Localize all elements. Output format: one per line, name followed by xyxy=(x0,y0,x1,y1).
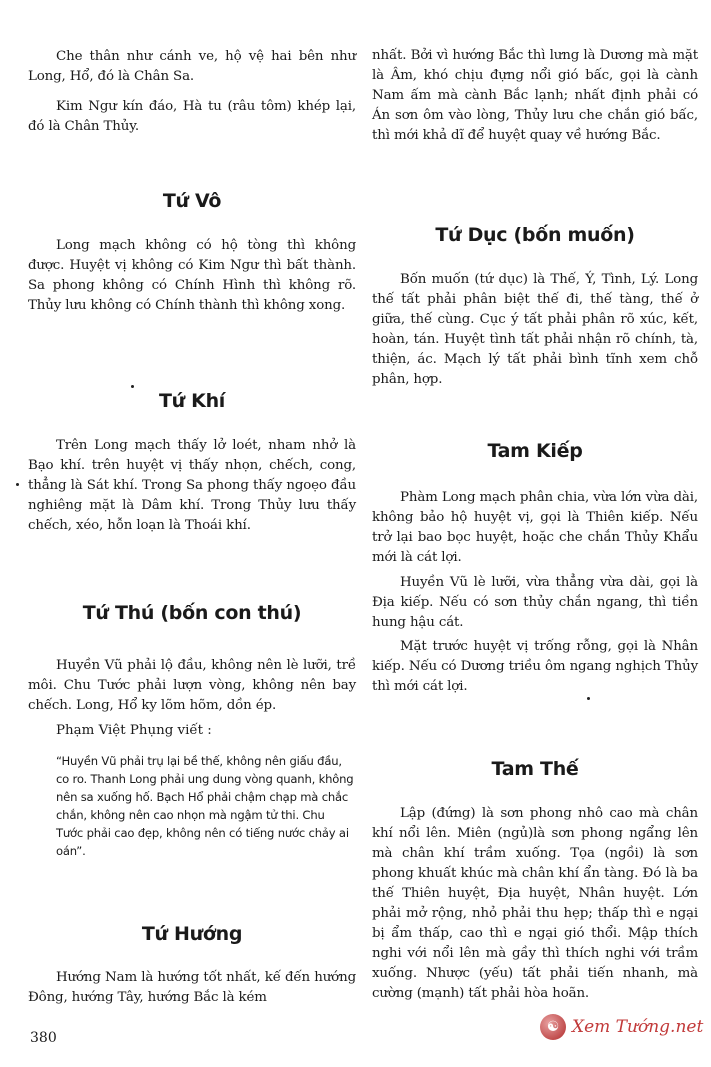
heading-tu-huong: Tứ Hướng xyxy=(141,923,243,945)
paragraph-thien-kiep: Phàm Long mạch phân chia, vừa lớn vừa dài, không bảo hộ huyệt vị, gọi là Thiên kiếp. Nếu trở lại bao bọc huyệt, hoặc che chắn Thủy Khẩu mới là cát lợi. xyxy=(372,490,698,565)
paragraph-tu-duc: Bốn muốn (tứ dục) là Thế, Ý, Tình, Lý. Long thế tất phải phân biệt thế đi, thế tàng, thế ở giữa, thế cùng. Cục ý tất phải phân rõ xúc, kết, hoàn, tán. Huyệt tình tất phải nhận rõ chính, tà, thiện, ác. Mạch lý tất phải bình tĩnh xem chỗ phân, hợp. xyxy=(372,272,698,387)
heading-tu-thu: Tứ Thú (bốn con thú) xyxy=(82,602,302,624)
paragraph-chan-thuy: Kim Ngư kín đáo, Hà tu (râu tôm) khép lại, đó là Chân Thủy. xyxy=(28,99,356,134)
heading-tam-kiep: Tam Kiếp xyxy=(487,440,583,462)
page-number: 380 xyxy=(30,1030,57,1046)
paragraph-tu-khi: Trên Long mạch thấy lở loét, nham nhở là Bạo khí. trên huyệt vị thấy nhọn, chếch, cong, thẳng là Sát khí. Trong Sa phong thấy ngoẹo đầu nghiêng mặt là Dâm khí. Trong Thủy lưu thấy chếch, xéo, hỗn loạn là Thoái khí. xyxy=(28,438,356,533)
quote-pham-viet-phung: “Huyền Vũ phải trụ lại bề thế, không nên giấu đầu, co ro. Thanh Long phải ung dung vòng quanh, không nên sa xuống hố. Bạch Hổ phải chậm chạp mà chắc chắn, không nên cao nhọn mà ngậm tử thi. Chu Tước phải cao đẹp, không nên có tiếng nước chảy ai oán”. xyxy=(56,754,354,858)
yin-yang-icon: ☯ xyxy=(540,1014,566,1040)
heading-tu-duc: Tứ Dục (bốn muốn) xyxy=(435,224,635,246)
ink-speck xyxy=(16,483,19,486)
paragraph-chan-sa: Che thân như cánh ve, hộ vệ hai bên như Long, Hổ, đó là Chân Sa. xyxy=(28,49,356,84)
heading-tu-khi: Tứ Khí xyxy=(158,390,226,412)
ink-speck xyxy=(131,385,134,388)
paragraph-tu-thu: Huyền Vũ phải lộ đầu, không nên lè lưỡi, trề môi. Chu Tước phải lượn vòng, không nên bay chếch. Long, Hổ ky lõm hõm, dồn ép. xyxy=(28,658,356,713)
paragraph-tu-huong: Hướng Nam là hướng tốt nhất, kế đến hướng Đông, hướng Tây, hướng Bắc là kém xyxy=(28,970,356,1005)
paragraph-pham-viet-phung: Phạm Việt Phụng viết : xyxy=(56,723,212,738)
heading-tu-vo: Tứ Vô xyxy=(162,190,222,212)
watermark-text: Xem Tướng.net xyxy=(572,1017,704,1037)
ink-speck xyxy=(587,697,590,700)
paragraph-tu-vo: Long mạch không có hộ tòng thì không được. Huyệt vị không có Kim Ngư thì bất thành. Sa phong không có Chính Hình thì không rõ. Thủy lưu không có Chính thành thì không xong. xyxy=(28,238,356,313)
heading-tam-the: Tam Thế xyxy=(491,758,579,780)
watermark xyxy=(540,1014,703,1040)
paragraph-tam-the: Lập (đứng) là sơn phong nhô cao mà chân khí nổi lên. Miên (ngủ)là sơn phong ngẩng lên mà chân khí trầm xuống. Tọa (ngồi) là sơn phong khuất khúc mà chân khí ẩn tàng. Đó là ba thế Thiên huyệt, Địa huyệt, Nhân huyệt. Lớn phải mở rộng, nhỏ phải thu hẹp; thấp thì e ngại bị ẩm thấp, cao thì e ngại gió thổi. Mập thích nghi với nổi lên mà gầy thì thích nghi với trầm xuống. Nhược (yếu) tất phải tiến nhanh, mà cường (mạnh) tất phải hòa hoãn. xyxy=(372,806,698,1001)
paragraph-nhan-kiep: Mặt trước huyệt vị trống rỗng, gọi là Nhân kiếp. Nếu có Dương triều ôm ngang nghịch Thủy thì mới cát lợi. xyxy=(372,639,698,694)
paragraph-tu-huong-continued: nhất. Bởi vì hướng Bắc thì lưng là Dương mà mặt là Âm, khó chịu đựng nổi gió bấc, gọi là cành Nam ấm mà cành Bắc lạnh; nhất định phải có Án sơn ôm vào lòng, Thủy lưu che chắn gió bấc, thì mới khả dĩ để huyệt quay về hướng Bắc. xyxy=(372,48,698,143)
paragraph-dia-kiep: Huyền Vũ lè lưỡi, vừa thẳng vừa dài, gọi là Địa kiếp. Nếu có sơn thủy chắn ngang, thì tiền hung hậu cát. xyxy=(372,575,698,630)
